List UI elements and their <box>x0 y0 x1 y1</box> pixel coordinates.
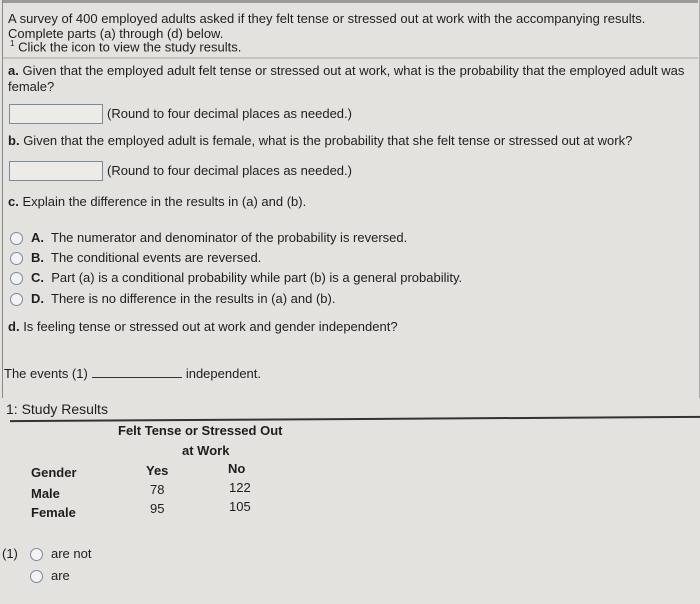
intro-line-3: Click the icon to view the study results. <box>18 39 242 55</box>
radio-icon[interactable] <box>10 232 23 245</box>
dropdown-label: (1) <box>2 546 18 561</box>
dropdown-option-are[interactable] <box>30 568 70 583</box>
study-results-title: 1: Study Results <box>6 401 108 417</box>
part-b-hint: (Round to four decimal places as needed.) <box>107 163 352 178</box>
cell-male-no: 122 <box>229 480 251 495</box>
option-text: The conditional events are reversed. <box>51 250 262 265</box>
intro-line-1: A survey of 400 employed adults asked if they felt tense or stressed out at work with the accompanying results. <box>8 11 646 26</box>
footnote-mark: 1 <box>10 39 15 48</box>
part-c-label: c. <box>8 194 19 209</box>
divider <box>3 57 698 59</box>
option-letter: C. <box>31 270 44 285</box>
dropdown-blank[interactable] <box>92 377 182 378</box>
option-text: are not <box>51 546 92 561</box>
option-text: are <box>51 568 70 583</box>
row-male-label: Male <box>31 486 60 501</box>
sentence-end: independent. <box>185 366 262 381</box>
part-d-text: Is feeling tense or stressed out at work and gender independent? <box>23 319 398 334</box>
option-letter: D. <box>31 291 44 306</box>
row-female-label: Female <box>31 505 76 520</box>
radio-icon[interactable] <box>10 293 23 306</box>
option-text: The numerator and denominator of the probability is reversed. <box>51 230 408 245</box>
part-b-label: b. <box>8 133 20 148</box>
option-b[interactable] <box>10 250 261 265</box>
part-c-question <box>8 194 306 209</box>
study-results-link[interactable] <box>10 39 241 54</box>
option-c[interactable] <box>10 270 462 285</box>
option-letter: B. <box>31 250 44 265</box>
radio-icon[interactable] <box>30 570 43 583</box>
col-no: No <box>228 461 246 476</box>
dropdown-option-are-not[interactable] <box>30 546 91 561</box>
part-d-sentence <box>4 366 261 381</box>
part-a-label: a. <box>8 63 19 78</box>
option-text: There is no difference in the results in (a) and (b). <box>51 291 336 306</box>
table-header-1: Felt Tense or Stressed Out <box>118 423 283 438</box>
cell-male-yes: 78 <box>150 482 165 497</box>
cell-female-yes: 95 <box>150 501 165 516</box>
option-text: Part (a) is a conditional probability while part (b) is a general probability. <box>51 270 463 285</box>
part-a-text: Given that the employed adult felt tense or stressed out at work, what is the probability that the employed adult was female? <box>8 63 685 94</box>
radio-icon[interactable] <box>30 548 43 561</box>
part-d-label: d. <box>8 319 20 334</box>
intro-line-2: Complete parts (a) through (d) below. <box>8 26 224 41</box>
part-b-answer-input[interactable] <box>9 161 103 181</box>
part-b-text: Given that the employed adult is female, what is the probability that she felt tense or stressed out at work? <box>23 133 633 148</box>
table-header-2: at Work <box>182 443 230 458</box>
study-divider <box>10 416 700 422</box>
part-c-text: Explain the difference in the results in (a) and (b). <box>22 194 307 209</box>
cell-female-no: 105 <box>229 499 251 514</box>
option-letter: A. <box>31 230 44 245</box>
col-yes: Yes <box>146 463 169 478</box>
sentence-start: The events (1) <box>4 366 88 381</box>
option-a[interactable] <box>10 230 407 245</box>
row-header: Gender <box>31 465 77 480</box>
option-d[interactable] <box>10 291 335 306</box>
part-d-question <box>8 319 398 334</box>
part-b-question <box>8 133 632 148</box>
part-a-hint: (Round to four decimal places as needed.) <box>107 106 352 121</box>
part-a-answer-input[interactable] <box>9 104 103 124</box>
radio-icon[interactable] <box>10 272 23 285</box>
radio-icon[interactable] <box>10 252 23 265</box>
part-a-question <box>8 63 688 95</box>
